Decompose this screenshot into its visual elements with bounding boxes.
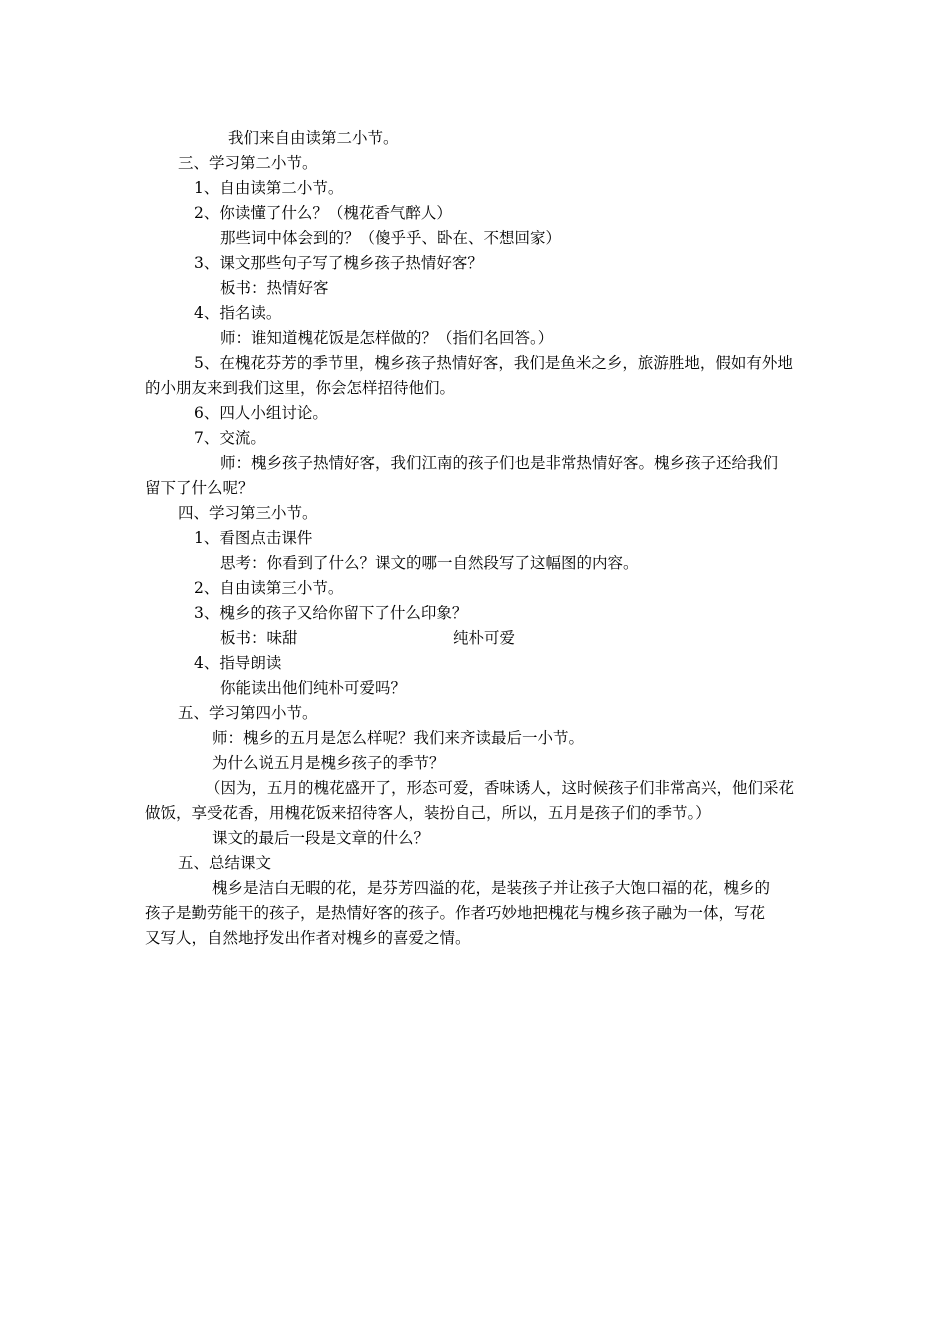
text-line: 1、看图点击课件	[194, 529, 313, 547]
text-line: 板书：热情好客	[220, 279, 329, 297]
text-line: 我们来自由读第二小节。	[228, 129, 399, 147]
section-heading: 四、学习第三小节。	[178, 504, 318, 522]
text-line: 4、指导朗读	[194, 654, 282, 672]
text-line: 你能读出他们纯朴可爱吗？	[220, 679, 407, 697]
section-heading: 五、总结课文	[178, 854, 272, 872]
text-line: 3、课文那些句子写了槐乡孩子热情好客？	[194, 254, 483, 272]
text-line: 孩子是勤劳能干的孩子，是热情好客的孩子。作者巧妙地把槐花与槐乡孩子融为一体，写花	[145, 904, 766, 922]
text-line: 5、在槐花芬芳的季节里，槐乡孩子热情好客，我们是鱼米之乡，旅游胜地，假如有外地	[194, 354, 793, 372]
text-line: 2、自由读第三小节。	[194, 579, 344, 597]
text-line: 板书：味甜	[220, 629, 298, 647]
text-line: 4、指名读。	[194, 304, 282, 322]
section-heading: 五、学习第四小节。	[178, 704, 318, 722]
text-line: 槐乡是洁白无暇的花，是芬芳四溢的花，是装孩子并让孩子大饱口福的花，槐乡的	[212, 879, 771, 897]
text-line: 思考：你看到了什么？课文的哪一自然段写了这幅图的内容。	[220, 554, 639, 572]
text-line: 课文的最后一段是文章的什么？	[212, 829, 430, 847]
text-line: 师：谁知道槐花饭是怎样做的？（指们名回答。）	[220, 329, 554, 347]
text-line: 留下了什么呢？	[145, 479, 254, 497]
text-line: 纯朴可爱	[453, 629, 516, 647]
text-line: 为什么说五月是槐乡孩子的季节？	[212, 754, 445, 772]
text-line: 2、你读懂了什么？（槐花香气醉人）	[194, 204, 452, 222]
text-line: 师：槐乡的五月是怎么样呢？我们来齐读最后一小节。	[212, 729, 585, 747]
text-line: 7、交流。	[194, 429, 266, 447]
text-line: 那些词中体会到的？（傻乎乎、卧在、不想回家）	[220, 229, 562, 247]
section-heading: 三、学习第二小节。	[178, 154, 318, 172]
text-line: 的小朋友来到我们这里，你会怎样招待他们。	[145, 379, 456, 397]
text-line: 师：槐乡孩子热情好客，我们江南的孩子们也是非常热情好客。槐乡孩子还给我们	[220, 454, 779, 472]
text-line: 做饭，享受花香，用槐花饭来招待客人，装扮自己，所以，五月是孩子们的季节。）	[145, 804, 711, 822]
text-line: 6、四人小组讨论。	[194, 404, 328, 422]
text-line: 又写人，自然地抒发出作者对槐乡的喜爱之情。	[145, 929, 471, 947]
text-line: （因为，五月的槐花盛开了，形态可爱，香味诱人，这时候孩子们非常高兴，他们采花	[205, 779, 795, 797]
text-line: 1、自由读第二小节。	[194, 179, 344, 197]
text-line: 3、槐乡的孩子又给你留下了什么印象？	[194, 604, 468, 622]
